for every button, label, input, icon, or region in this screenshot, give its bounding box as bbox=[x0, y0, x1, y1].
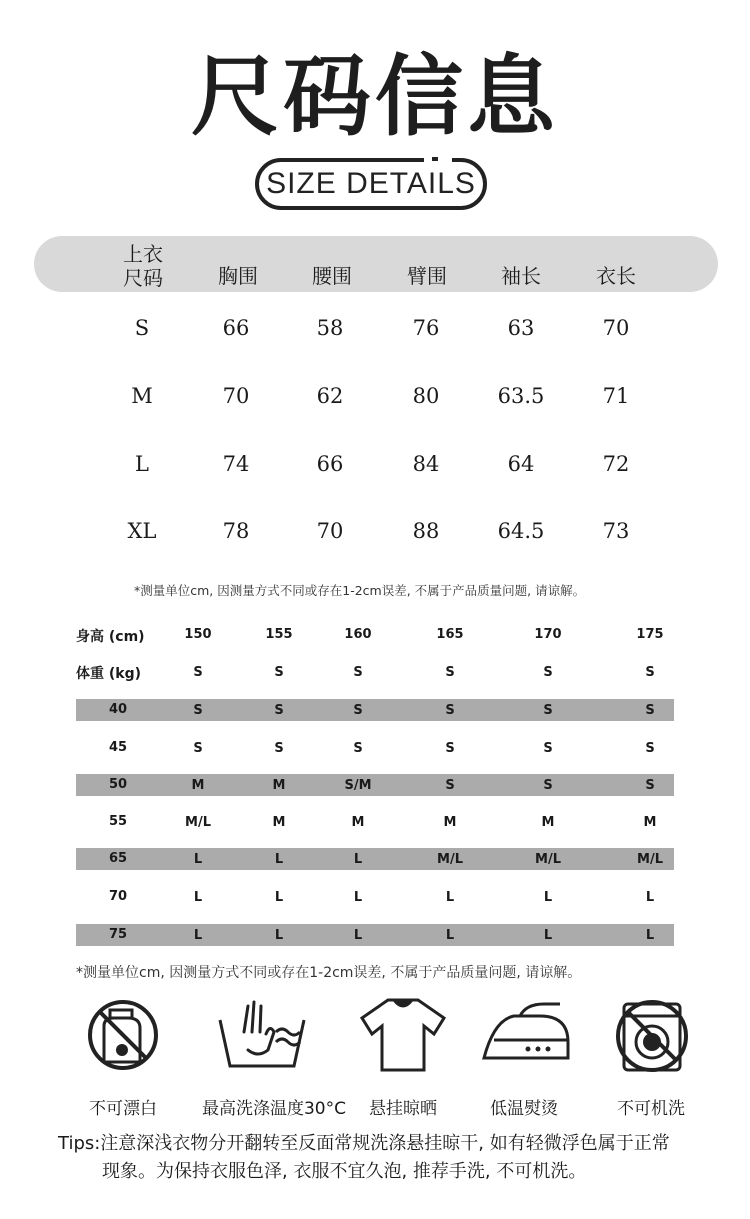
height-value: 165 bbox=[436, 627, 464, 642]
hw-weight-cell: 45 bbox=[108, 740, 128, 755]
size-table-size-cell: S bbox=[134, 316, 150, 340]
hw-size-cell: S bbox=[543, 741, 553, 756]
size-table-cell: 66 bbox=[316, 452, 344, 476]
size-table-cell: 84 bbox=[412, 452, 440, 476]
subtitle-badge bbox=[255, 158, 487, 210]
hw-size-cell: M bbox=[351, 815, 365, 830]
hw-size-cell: M/L bbox=[637, 852, 663, 867]
care-label-no-machine-wash: 不可机洗 bbox=[617, 1099, 685, 1119]
hw-weight-cell: 40 bbox=[108, 702, 128, 717]
hw-size-cell: S bbox=[274, 703, 284, 718]
hw-size-cell: L bbox=[543, 890, 553, 905]
hw-size-cell: S bbox=[193, 665, 203, 680]
hw-size-cell: S bbox=[353, 703, 363, 718]
tips-line1: Tips:注意深浅衣物分开翻转至反面常规洗涤悬挂晾干, 如有轻微浮色属于正常 bbox=[58, 1133, 670, 1154]
hw-size-cell: S bbox=[193, 703, 203, 718]
hw-size-cell: S bbox=[445, 778, 455, 793]
low-iron-icon bbox=[480, 996, 572, 1074]
size-table-cell: 64.5 bbox=[497, 519, 545, 543]
height-value: 150 bbox=[184, 627, 212, 642]
size-table-cell: 58 bbox=[316, 316, 344, 340]
hw-size-cell: L bbox=[193, 928, 203, 943]
size-header-waist: 腰围 bbox=[312, 264, 352, 288]
hw-size-cell: S bbox=[543, 665, 553, 680]
hw-size-cell: M bbox=[272, 778, 286, 793]
hw-size-cell: M bbox=[191, 778, 205, 793]
hw-size-cell: L bbox=[274, 928, 284, 943]
hw-size-cell: S bbox=[274, 665, 284, 680]
size-header-line2: 尺码 bbox=[123, 266, 163, 290]
hw-size-cell: M bbox=[643, 815, 657, 830]
no-bleach-icon bbox=[84, 996, 162, 1074]
size-header-sleeve: 袖长 bbox=[501, 264, 541, 288]
hw-size-cell: S bbox=[445, 665, 455, 680]
height-label: 身高 (cm) bbox=[76, 629, 145, 645]
hw-size-cell: L bbox=[193, 852, 203, 867]
size-table-cell: 64 bbox=[507, 452, 535, 476]
hw-size-cell: L bbox=[543, 928, 553, 943]
size-table-size-cell: XL bbox=[127, 519, 157, 543]
hw-size-cell: M/L bbox=[185, 815, 211, 830]
pill-dot-decoration bbox=[432, 157, 438, 161]
size-table-cell: 63 bbox=[507, 316, 535, 340]
size-header-arm: 臂围 bbox=[407, 264, 447, 288]
size-table-cell: 70 bbox=[222, 384, 250, 408]
size-header-chest: 胸围 bbox=[218, 264, 258, 288]
size-table-cell: 70 bbox=[316, 519, 344, 543]
size-table-cell: 62 bbox=[316, 384, 344, 408]
hw-size-cell: S/M bbox=[344, 778, 372, 793]
no-machine-wash-icon bbox=[612, 996, 692, 1076]
size-header-size bbox=[98, 242, 188, 290]
hw-size-cell: L bbox=[645, 928, 655, 943]
hw-weight-cell: 65 bbox=[108, 851, 128, 866]
hw-size-cell: L bbox=[274, 890, 284, 905]
size-table-size-cell: M bbox=[131, 384, 153, 408]
hw-size-cell: S bbox=[353, 741, 363, 756]
size-header-length: 衣长 bbox=[596, 264, 636, 288]
weight-label: 体重 (kg) bbox=[76, 666, 142, 682]
hw-weight-cell: 55 bbox=[108, 814, 128, 829]
hw-size-cell: S bbox=[193, 741, 203, 756]
size-table-cell: 73 bbox=[602, 519, 630, 543]
hw-size-cell: S bbox=[274, 741, 284, 756]
hw-size-cell: S bbox=[543, 703, 553, 718]
size-table-cell: 71 bbox=[602, 384, 630, 408]
hang-dry-icon bbox=[358, 996, 448, 1074]
hw-size-cell: L bbox=[193, 890, 203, 905]
height-value: 170 bbox=[534, 627, 562, 642]
hw-size-cell: L bbox=[353, 890, 363, 905]
hw-weight-cell: 75 bbox=[108, 927, 128, 942]
hw-size-cell: S bbox=[445, 703, 455, 718]
hw-size-cell: S bbox=[645, 665, 655, 680]
size-table-cell: 88 bbox=[412, 519, 440, 543]
size-table-cell: 78 bbox=[222, 519, 250, 543]
hw-size-cell: L bbox=[445, 890, 455, 905]
height-value: 160 bbox=[344, 627, 372, 642]
hw-size-cell: M bbox=[443, 815, 457, 830]
tips-line2: 现象。为保持衣服色泽, 衣服不宜久泡, 推荐手洗, 不可机洗。 bbox=[102, 1161, 587, 1182]
subtitle-text: SIZE DETAILS bbox=[266, 167, 476, 200]
care-label-no-bleach: 不可漂白 bbox=[89, 1099, 157, 1119]
hw-table-note: *测量单位cm, 因测量方式不同或存在1-2cm误差, 不属于产品质量问题, 请谅解。 bbox=[76, 965, 582, 981]
hw-size-cell: L bbox=[645, 890, 655, 905]
size-table-size-cell: L bbox=[135, 452, 149, 476]
height-value: 155 bbox=[265, 627, 293, 642]
hw-size-cell: S bbox=[353, 665, 363, 680]
size-table-cell: 70 bbox=[602, 316, 630, 340]
size-table-cell: 76 bbox=[412, 316, 440, 340]
tips-text bbox=[58, 1130, 718, 1186]
height-value: 175 bbox=[636, 627, 664, 642]
hw-size-cell: S bbox=[445, 741, 455, 756]
pill-gap-decoration bbox=[424, 154, 452, 164]
hw-size-cell: L bbox=[274, 852, 284, 867]
size-table-cell: 63.5 bbox=[497, 384, 545, 408]
size-table-cell: 66 bbox=[222, 316, 250, 340]
hw-size-cell: L bbox=[445, 928, 455, 943]
hw-size-cell: S bbox=[645, 778, 655, 793]
size-header-line1: 上衣 bbox=[123, 242, 163, 266]
hw-size-cell: S bbox=[543, 778, 553, 793]
size-table-cell: 80 bbox=[412, 384, 440, 408]
hw-size-cell: M bbox=[272, 815, 286, 830]
hw-size-cell: L bbox=[353, 928, 363, 943]
size-table-cell: 74 bbox=[222, 452, 250, 476]
hw-size-cell: M/L bbox=[535, 852, 561, 867]
page-title: 尺码信息 bbox=[190, 45, 559, 148]
size-table-note: *测量单位cm, 因测量方式不同或存在1-2cm误差, 不属于产品质量问题, 请谅解。 bbox=[134, 583, 586, 598]
hand-wash-30-icon bbox=[214, 996, 310, 1074]
size-table-cell: 72 bbox=[602, 452, 630, 476]
hw-weight-cell: 70 bbox=[108, 889, 128, 904]
care-label-hang-dry: 悬挂晾晒 bbox=[369, 1099, 437, 1119]
hw-size-cell: M/L bbox=[437, 852, 463, 867]
hw-size-cell: S bbox=[645, 703, 655, 718]
hw-size-cell: S bbox=[645, 741, 655, 756]
hw-size-cell: L bbox=[353, 852, 363, 867]
care-label-wash-temp: 最高洗涤温度30°C bbox=[201, 1099, 346, 1119]
hw-size-cell: M bbox=[541, 815, 555, 830]
hw-weight-cell: 50 bbox=[108, 777, 128, 792]
care-label-low-iron: 低温熨烫 bbox=[490, 1099, 558, 1119]
